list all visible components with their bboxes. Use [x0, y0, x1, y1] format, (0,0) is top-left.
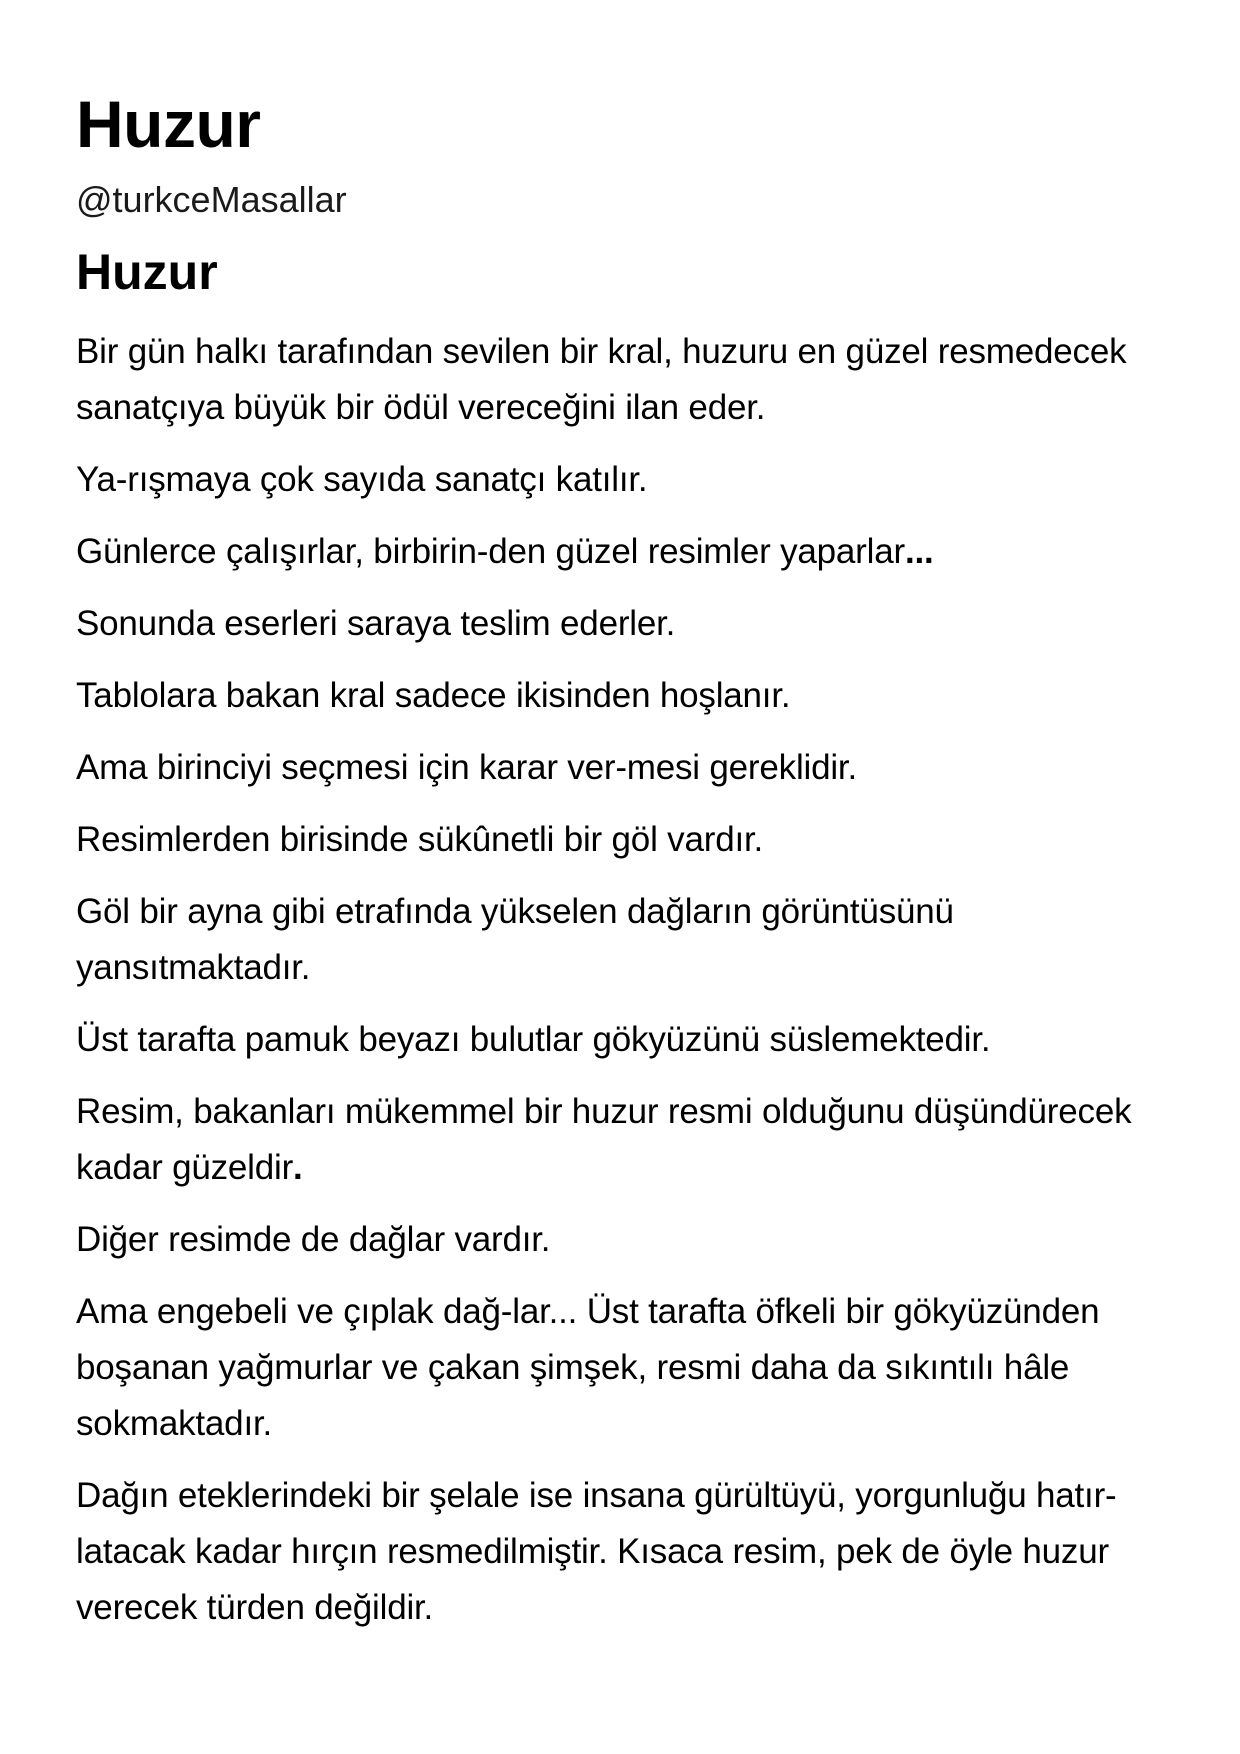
paragraph-text: Resim, bakanları mükemmel bir huzur resmi olduğunu düşündürecek kadar güzeldir: [76, 1092, 1132, 1187]
paragraph: [76, 668, 1166, 724]
paragraph-text: Göl bir ayna gibi etrafında yükselen dağların görüntüsünü yansıtmaktadır.: [76, 892, 954, 987]
paragraph-text: Ama birinciyi seçmesi için karar ver-mesi gereklidir.: [76, 748, 857, 787]
paragraph-tail: .: [293, 1148, 303, 1187]
paragraph: [76, 1212, 1166, 1268]
paragraph-text: Ya-rışmaya çok sayıda sanatçı katılır.: [76, 460, 648, 499]
paragraph-text: Günlerce çalışırlar, birbirin-den güzel resimler yaparlar: [76, 532, 905, 571]
paragraph: [76, 1468, 1166, 1636]
paragraph: [76, 1284, 1166, 1452]
document-page: [76, 84, 1166, 1652]
paragraph-text: Bir gün halkı tarafından sevilen bir kral, huzuru en güzel resmedecek sanatçıya büyük bir ödül vereceğini ilan eder.: [76, 332, 1127, 427]
document-title: Huzur: [76, 87, 261, 161]
paragraph-text: Üst tarafta pamuk beyazı bulutlar gökyüzünü süslemektedir.: [76, 1020, 991, 1059]
story-body: [76, 324, 1166, 1636]
paragraph-tail: ...: [904, 532, 934, 571]
paragraph-text: Tablolara bakan kral sadece ikisinden hoşlanır.: [76, 676, 791, 715]
paragraph: [76, 812, 1166, 868]
paragraph-text: Sonunda eserleri saraya teslim ederler.: [76, 604, 676, 643]
paragraph: [76, 524, 1166, 580]
author-handle: @turkceMasallar: [76, 179, 347, 220]
paragraph: [76, 452, 1166, 508]
paragraph: [76, 740, 1166, 796]
paragraph: [76, 1084, 1166, 1196]
paragraph: [76, 884, 1166, 996]
paragraph: [76, 1012, 1166, 1068]
paragraph-text: Ama engebeli ve çıplak dağ-lar... Üst tarafta öfkeli bir gökyüzünden boşanan yağmurlar ve çakan şimşek, resmi daha da sıkıntılı hâle sokmaktadır.: [76, 1292, 1100, 1443]
story-title: Huzur: [76, 244, 218, 300]
paragraph-text: Diğer resimde de dağlar vardır.: [76, 1220, 551, 1259]
paragraph-text: Resimlerden birisinde sükûnetli bir göl vardır.: [76, 820, 764, 859]
paragraph: [76, 324, 1166, 436]
paragraph: [76, 596, 1166, 652]
paragraph-text: Dağın eteklerindeki bir şelale ise insana gürültüyü, yorgunluğu hatır-latacak kadar hırçın resmedilmiştir. Kısaca resim, pek de öyle huzur verecek türden değildir.: [76, 1476, 1117, 1627]
